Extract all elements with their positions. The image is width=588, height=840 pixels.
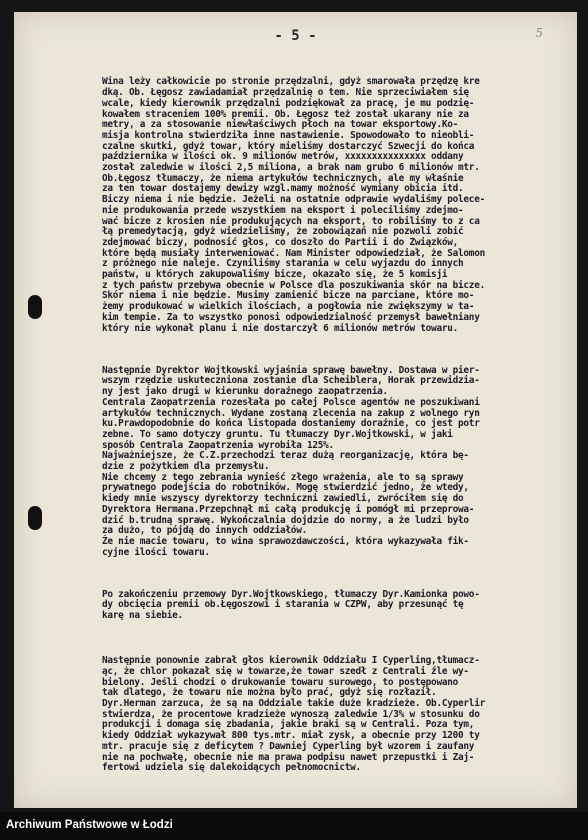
paragraph-4: Następnie ponownie zabrał głos kierownik Oddziału I Cyperling,tłumacz- ąc, że chlor pokazał się w towarze,że towar szedł z Centrali źle wy- bielony. Jeśli chodzi o drukowanie towaru surowego, to postępowano tak dlatego, że towaru nie można było prać, gdyż się rozłaził. Dyr.Herman zarzuca, że są na Oddziale takie duże kradzieże. Ob.Cyperlir stwierdza, że procentowe kradzieże wynoszą zaledwie 1/3% w stosunku do produkcji i domaga się zbadania, jakie braki są w Centrali. Poza tym, kiedy Oddział wykazywał 800 tys.mtr. miał zysk, a obecnie przy 1200 ty mtr. pracuje się z deficytem ? Dawniej Cyperling był wzorem i zaufany nie na pochwałę, obecnie nie ma prawa podpisu nawet przepustki i Zaj- fertowi udziela się dalekoidących pełnomocnictw.	[102, 655, 485, 774]
punch-hole-top	[28, 295, 42, 319]
punch-hole-bottom	[28, 506, 42, 530]
handwritten-page-mark: 5	[535, 26, 543, 40]
page-number: - 5 -	[274, 28, 317, 44]
typewritten-text	[102, 56, 572, 805]
document-page	[14, 12, 577, 808]
paragraph-1: Wina leży całkowicie po stronie przędzalni, gdyż smarowała przędzę kre dką. Ob. Łęgosz zawiadamiał przędzalnię o tem. Nie sprzeciwiałem się wcale, kiedy kierownik przędzalni podziękował za pracę, je mu podzię- kowałem straceniem 100% premii. Ob. Łęgosz też został ukarany nie za metry, a za stosowanie niewłaściwych płoch na towar eksportowy.Ko- misja kontrolna stwierdziła inne nastawienie. Spowodowało to nieobli- czalne skutki, gdyż towar, który mieliśmy dostarczyć Szwecji do końca października w ilości ok. 9 milionów metrów, xxxxxxxxxxxxxxx oddany został zaledwie w ilości 2,5 miliona, a brak nam grubo 6 milionów mtr. Ob.Łęgosz tłumaczy, że niema artykułów technicznych, ale my właśnie za ten towar dostajemy dewizy wzgl.mamy możność wymiany obicia itd. Biczy niema i nie będzie. Jeżeli na ostatnie odprawie wydaliśmy polece- nie produkowania przede wszystkiem na eksport i poleciliśmy zdejmo- wać bicze z krosien nie produkujących na eksport, to robiliśmy to z ca łą premedytacją, gdyż wiedzieliśmy, że zobowiązań nie pozwoli zobić zdejmować biczy, podnosić głos, co doszło do Partii i do Związków, które będą musiały interweniować. Nam Minister odpowiedział, że Salomon z próżnego nie naleje. Czyniliśmy starania w celu wyjazdu do innych państw, u których zakupowaliśmy bicze, okazało się, że 5 komisji z tych państw przebywa obecnie w Polsce dla poszukiwania skór na bicze. Skór niema i nie będzie. Musimy zamienić bicze na parciane, które mo- żemy produkować w wielkich ilościach, a pogłowia nie zwiększymy w ta- kim tempie. Za to wszystko ponosi odpowiedzialność przemysł bawełniany który nie wykonał planu i nie dostarczył 6 milionów metrów towaru.	[102, 76, 485, 334]
paragraph-3: Po zakończeniu przemowy Dyr.Wojtkowskiego, tłumaczy Dyr.Kamionka powo- dy obcięcia premii ob.Łęgoszowi i starania w CZPW, aby przesunąć tę karę na siebie.	[102, 588, 480, 622]
archive-label: Archiwum Państwowe w Łodzi	[6, 819, 173, 831]
archive-footer	[0, 812, 588, 840]
paragraph-2: Następnie Dyrektor Wojtkowski wyjaśnia sprawę bawełny. Dostawa w pier- wszym rzędzie uskuteczniona zostanie dla Scheiblera, Horak przewidzia- ny jest jako drugi w kierunku doraźnego zaopatrzenia. Centrala Zaopatrzenia rozesłała po całej Polsce agentów ne poszukiwani artykułów technicznych. Wydane zostaną zlecenia na zakup z wolnego ryn ku.Prawdopodobnie do końca listopada dostaniemy doraźnie, co jest potr zebne. To samo dotyczy gruntu. Tu tłumaczy Dyr.Wojtkowski, w jaki sposób Centrala Zaopatrzenia wyrobiła 125%. Najważniejsze, że C.Z.przechodzi teraz dużą reorganizację, która bę- dzie z pożytkiem dla przemysłu. Nie chcemy z tego zebrania wynieść złego wrażenia, ale to są sprawy prywatnego podejścia do robotników. Mogę stwierdzić jedno, że wtedy, kiedy mnie wszyscy dyrektorzy techniczni zawiedli, zwróciłem się do Dyrektora Hermana.Przepchnął mi całą produkcję i pomógł mi przeprowa- dzić b.trudną sprawę. Wykończalnia dojdzie do normy, a że ludzi było za dużo, to pójdą do innych oddziałów. Że nie macie towaru, to wina sprawozdawczości, która wykazywała fik- cyjne ilości towaru.	[102, 364, 480, 558]
